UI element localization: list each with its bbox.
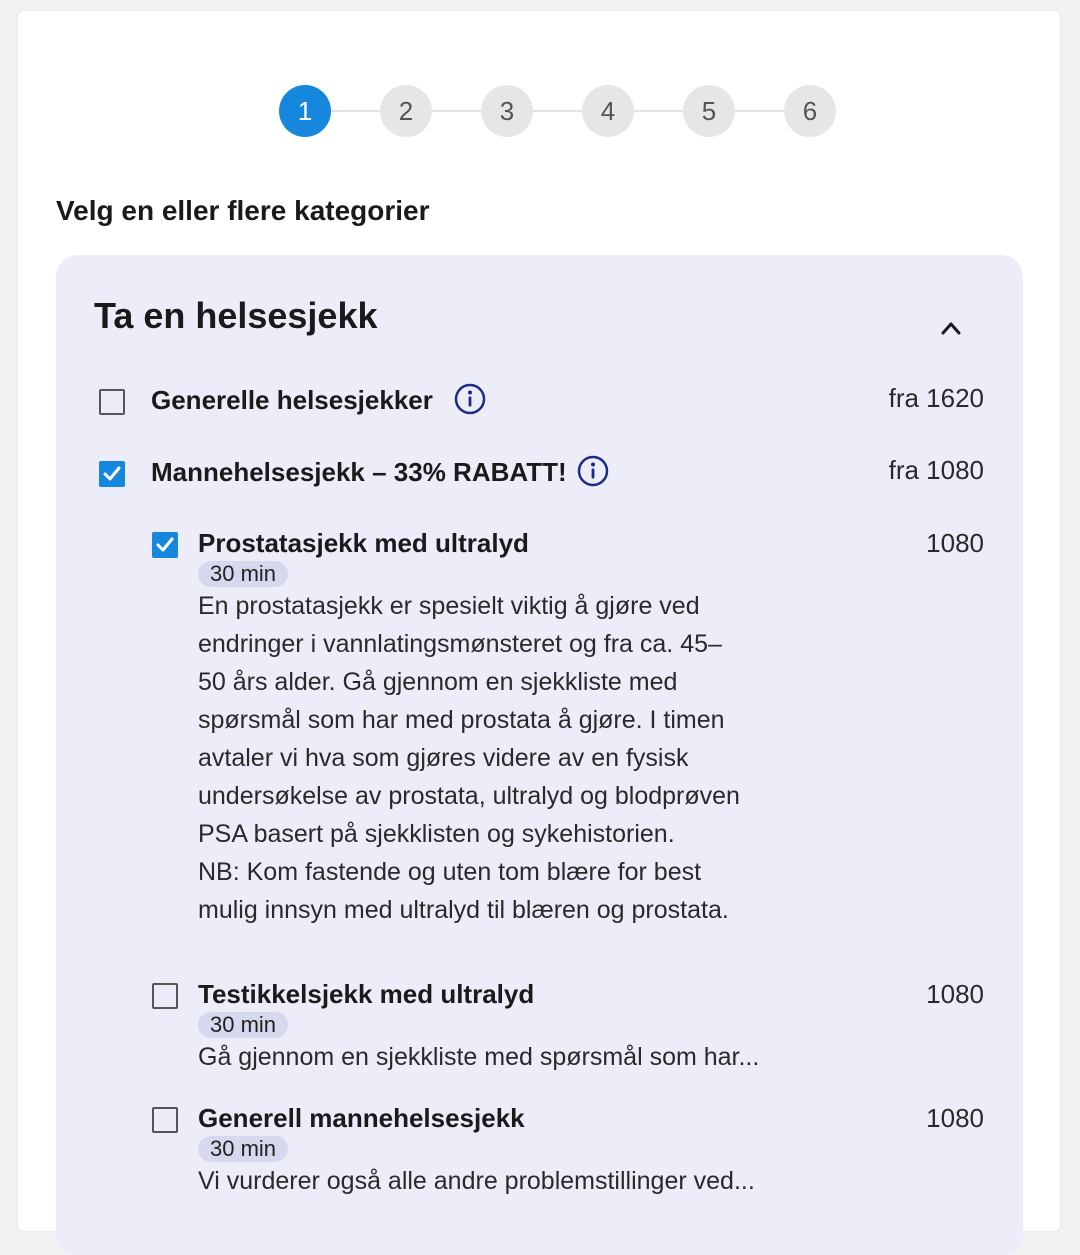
chevron-up-icon[interactable] — [941, 318, 961, 338]
progress-stepper — [279, 85, 835, 137]
booking-card — [18, 11, 1060, 1231]
description-line: PSA basert på sjekklisten og sykehistorien. — [198, 820, 675, 848]
category-panel — [56, 255, 1023, 1255]
info-icon[interactable] — [454, 383, 486, 415]
page-heading: Velg en eller flere kategorier — [56, 195, 430, 226]
description-line: spørsmål som har med prostata å gjøre. I timen — [198, 706, 725, 734]
item-label-generelle-helsesjekker: Generelle helsesjekker — [151, 385, 433, 415]
description-testikkelsjekk: Gå gjennom en sjekkliste med spørsmål som har... — [198, 1043, 760, 1071]
price-testikkelsjekk: 1080 — [926, 979, 984, 1009]
sub-item-label-testikkelsjekk: Testikkelsjekk med ultralyd — [198, 979, 535, 1009]
price-generell-mannehelsesjekk: 1080 — [926, 1103, 984, 1133]
sub-item-label-generell-mannehelsesjekk: Generell mannehelsesjekk — [198, 1103, 525, 1133]
price-generelle-helsesjekker: fra 1620 — [888, 383, 984, 413]
duration-badge: 30 min — [198, 561, 288, 587]
step-6[interactable]: 6 — [784, 85, 836, 137]
price-mannehelsesjekk: fra 1080 — [888, 455, 984, 485]
info-icon[interactable] — [577, 455, 609, 487]
checkbox-testikkelsjekk[interactable] — [152, 983, 178, 1009]
sub-item-label-prostatasjekk: Prostatasjekk med ultralyd — [198, 528, 529, 558]
step-3[interactable]: 3 — [481, 85, 533, 137]
step-2[interactable]: 2 — [380, 85, 432, 137]
description-line: 50 års alder. Gå gjennom en sjekkliste med — [198, 668, 678, 696]
description-line: NB: Kom fastende og uten tom blære for best — [198, 858, 702, 886]
step-1[interactable]: 1 — [279, 85, 331, 137]
checkmark-icon — [103, 466, 121, 482]
description-generell-mannehelsesjekk: Vi vurderer også alle andre problemstillinger ved... — [198, 1167, 755, 1195]
price-prostatasjekk: 1080 — [926, 528, 984, 558]
checkbox-prostatasjekk[interactable] — [152, 532, 178, 558]
description-line: undersøkelse av prostata, ultralyd og blodprøven — [198, 782, 740, 810]
step-4[interactable]: 4 — [582, 85, 634, 137]
item-label-mannehelsesjekk: Mannehelsesjekk – 33% RABATT! — [151, 457, 567, 487]
duration-badge: 30 min — [198, 1012, 288, 1038]
category-title[interactable]: Ta en helsesjekk — [94, 295, 378, 336]
description-line: endringer i vannlatingsmønsteret og fra ca. 45– — [198, 630, 722, 658]
step-5[interactable]: 5 — [683, 85, 735, 137]
checkbox-mannehelsesjekk[interactable] — [99, 461, 125, 487]
checkbox-generelle-helsesjekker[interactable] — [99, 389, 125, 415]
checkbox-generell-mannehelsesjekk[interactable] — [152, 1107, 178, 1133]
description-line: mulig innsyn med ultralyd til blæren og prostata. — [198, 896, 729, 924]
description-line: En prostatasjekk er spesielt viktig å gjøre ved — [198, 592, 700, 620]
description-line: avtaler vi hva som gjøres videre av en fysisk — [198, 744, 689, 772]
duration-badge: 30 min — [198, 1136, 288, 1162]
checkmark-icon — [156, 537, 174, 553]
description-prostatasjekk — [198, 587, 798, 929]
